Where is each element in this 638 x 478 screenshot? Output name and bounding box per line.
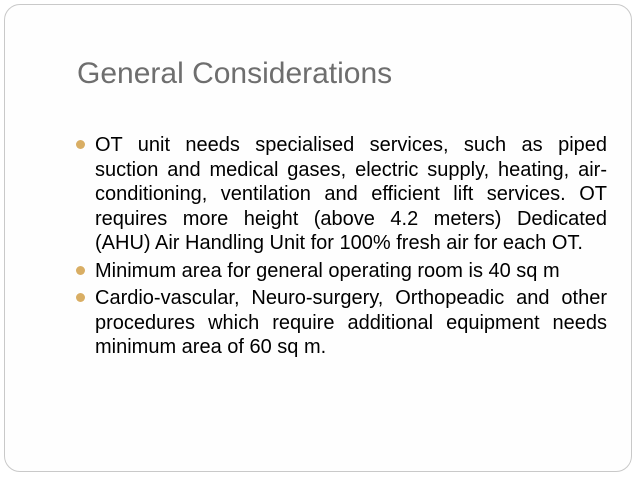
list-item [75,133,607,256]
bullet-text: OT unit needs specialised services, such as piped suction and medical gases, electric supply, heating, air-conditioning, ventilation and efficient lift services. OT requires more height (above 4.2 meters) Dedicated (AHU) Air Handling Unit for 100% fresh air for each OT. [95,134,607,254]
slide-title: General Considerations [77,57,393,90]
bullet-list [75,133,607,363]
bullet-dot-icon [76,266,85,275]
list-item [75,286,607,360]
bullet-dot-icon [76,293,85,302]
bullet-text: Minimum area for general operating room is 40 sq m [95,259,560,282]
bullet-dot-icon [76,140,85,149]
slide-frame [4,4,632,472]
list-item [75,259,607,284]
bullet-text: Cardio-vascular, Neuro-surgery, Orthopeadic and other procedures which require additional equipment needs minimum area of 60 sq m. [95,287,607,358]
